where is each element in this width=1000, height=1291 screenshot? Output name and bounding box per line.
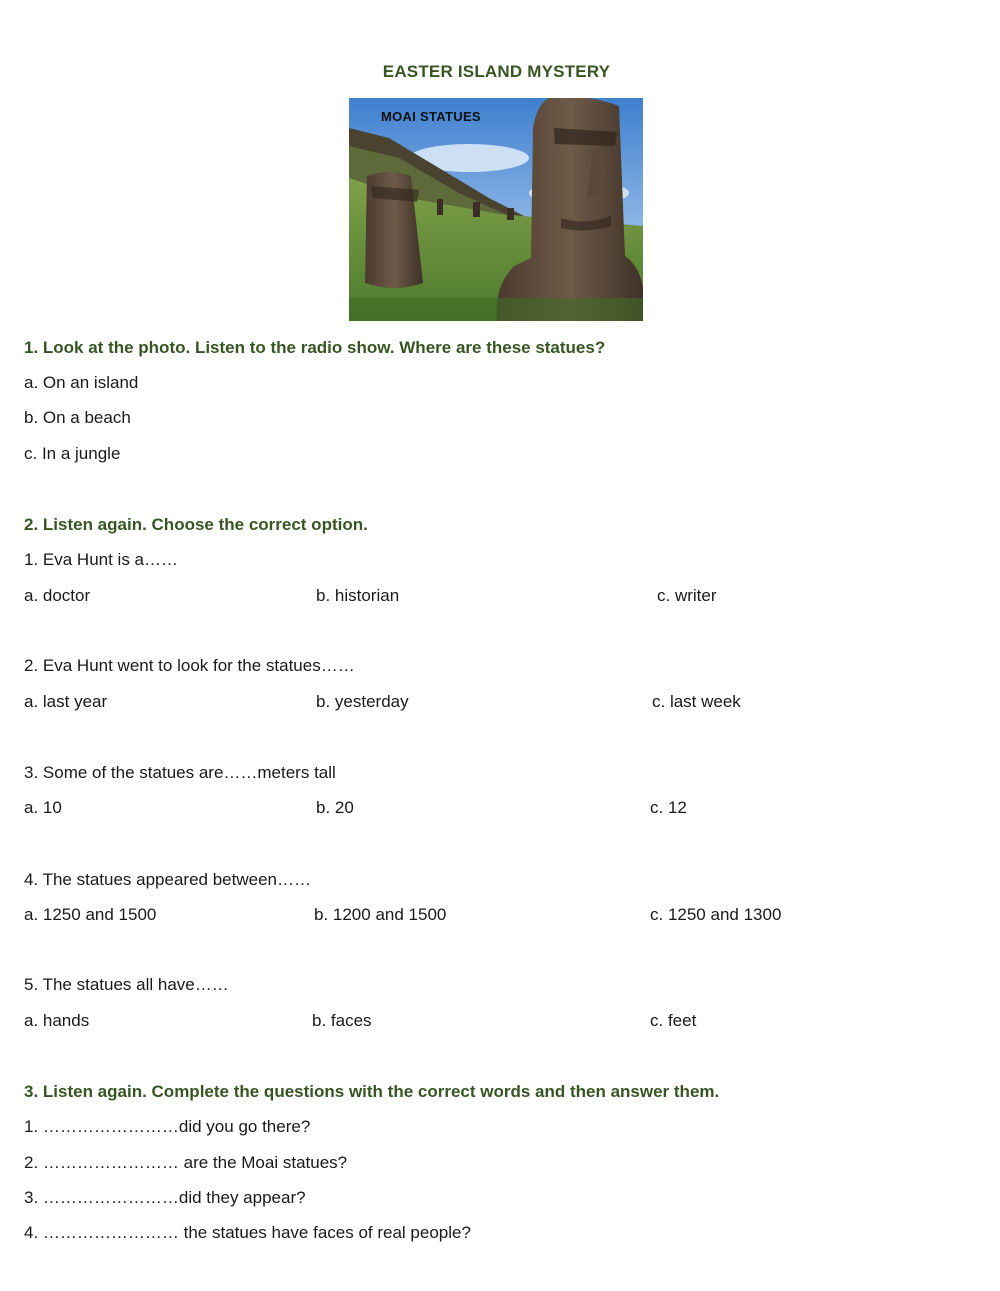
section3-heading: 3. Listen again. Complete the questions with the correct words and then answer them. (24, 1082, 720, 1101)
fill-in-question: 4. …………………… the statues have faces of real people? (24, 1223, 471, 1242)
option-b: b. faces (312, 1011, 372, 1030)
question-text: 1. Eva Hunt is a…… (24, 550, 179, 569)
option-c: c. last week (652, 692, 741, 711)
question-text: 3. Some of the statues are……meters tall (24, 763, 336, 782)
option-b: b. 1200 and 1500 (314, 905, 447, 924)
fill-in-question: 3. ……………………did they appear? (24, 1188, 306, 1207)
option-b: b. historian (316, 586, 400, 605)
fill-in-question: 1. ……………………did you go there? (24, 1117, 311, 1136)
option-b: b. 20 (316, 798, 354, 817)
option-a: a. 1250 and 1500 (24, 905, 157, 924)
question-text: 2. Eva Hunt went to look for the statues…… (24, 656, 355, 675)
option-c: c. 12 (650, 798, 687, 817)
question-text: 4. The statues appeared between…… (24, 870, 311, 889)
section1-option-a: a. On an island (24, 373, 139, 392)
section1-option-b: b. On a beach (24, 408, 131, 427)
option-c: c. 1250 and 1300 (650, 905, 782, 924)
option-a: a. hands (24, 1011, 90, 1030)
section1-option-c: c. In a jungle (24, 444, 121, 463)
photo-caption: MOAI STATUES (381, 109, 481, 124)
option-a: a. 10 (24, 798, 62, 817)
section2-heading: 2. Listen again. Choose the correct option. (24, 515, 368, 534)
option-a: a. doctor (24, 586, 91, 605)
worksheet-title: EASTER ISLAND MYSTERY (382, 62, 611, 81)
option-c: c. feet (650, 1011, 697, 1030)
option-c: c. writer (657, 586, 717, 605)
option-b: b. yesterday (316, 692, 409, 711)
question-text: 5. The statues all have…… (24, 975, 229, 994)
section1-heading: 1. Look at the photo. Listen to the radio show. Where are these statues? (24, 338, 606, 357)
moai-photo (349, 98, 643, 321)
fill-in-question: 2. …………………… are the Moai statues? (24, 1153, 348, 1172)
option-a: a. last year (24, 692, 108, 711)
